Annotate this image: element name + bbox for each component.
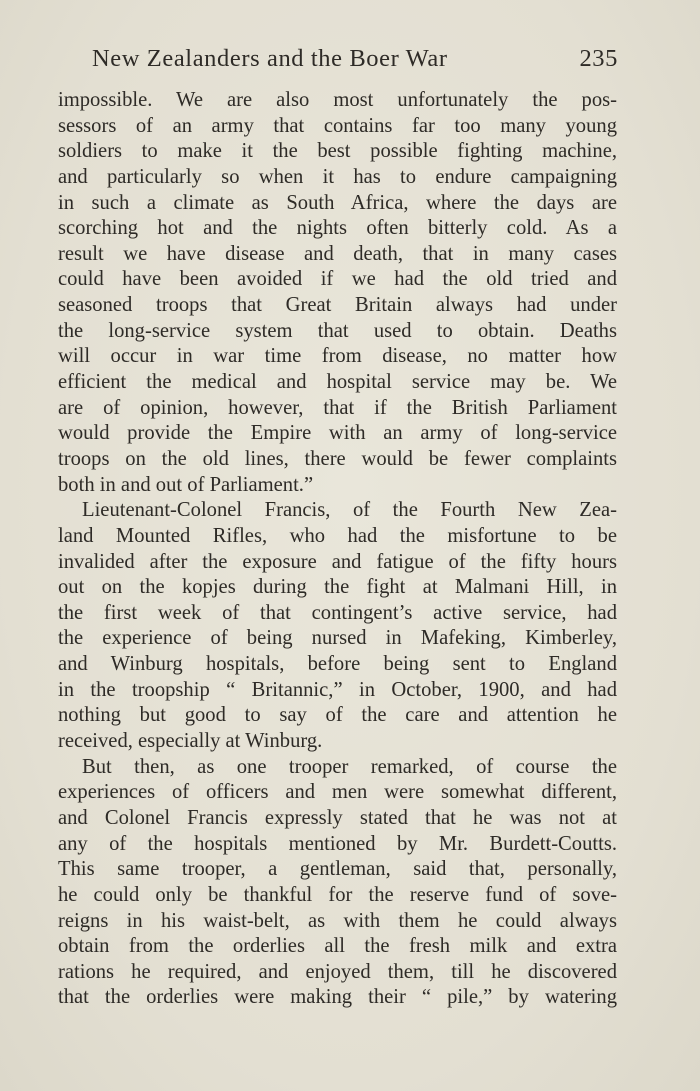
page-number: 235 <box>579 45 618 72</box>
text-line: efficient the medical and hospital service may be. We <box>58 371 617 394</box>
text-line: he could only be thankful for the reserve fund of sove- <box>58 883 617 906</box>
text-line: sessors of an army that contains far too many young <box>58 114 617 137</box>
text-line: troops on the old lines, there would be fewer complaints <box>58 447 617 470</box>
text-line: and particularly so when it has to endure campaigning <box>58 165 617 188</box>
text-line: the experience of being nursed in Mafeking, Kimberley, <box>58 627 617 650</box>
text-line: the first week of that contingent’s active service, had <box>58 601 617 624</box>
text-line: any of the hospitals mentioned by Mr. Burdett-Coutts. <box>58 832 617 855</box>
text-line: reigns in his waist-belt, as with them he could always <box>58 909 617 932</box>
text-line: This same trooper, a gentleman, said that, personally, <box>58 858 617 881</box>
text-line: that the orderlies were making their “ pile,” by watering <box>58 986 617 1009</box>
text-line: are of opinion, however, that if the British Parliament <box>58 396 617 419</box>
text-line: will occur in war time from disease, no matter how <box>58 345 617 368</box>
text-line: received, especially at Winburg. <box>58 730 323 753</box>
body-text <box>58 88 617 1011</box>
text-line: and Colonel Francis expressly stated that he was not at <box>58 806 617 829</box>
text-line: nothing but good to say of the care and attention he <box>58 704 617 727</box>
text-line: and Winburg hospitals, before being sent to England <box>58 653 617 676</box>
text-line: seasoned troops that Great Britain always had under <box>58 294 617 317</box>
text-line: invalided after the exposure and fatigue of the fifty hours <box>58 550 617 573</box>
text-line: rations he required, and enjoyed them, till he discovered <box>58 960 617 983</box>
text-line: result we have disease and death, that in many cases <box>58 242 617 265</box>
running-header <box>58 42 618 76</box>
text-line: soldiers to make it the best possible fighting machine, <box>58 140 617 163</box>
text-line: in the troopship “ Britannic,” in October, 1900, and had <box>58 678 617 701</box>
text-line: obtain from the orderlies all the fresh milk and extra <box>58 935 617 958</box>
text-line: out on the kopjes during the fight at Malmani Hill, in <box>58 576 617 599</box>
text-line: could have been avoided if we had the old tried and <box>58 268 617 291</box>
text-line: in such a climate as South Africa, where the days are <box>58 191 617 214</box>
text-line: Lieutenant-Colonel Francis, of the Fourth New Zea- <box>82 499 617 522</box>
text-line: But then, as one trooper remarked, of course the <box>82 755 617 778</box>
text-line: land Mounted Rifles, who had the misfortune to be <box>58 524 617 547</box>
text-line: impossible. We are also most unfortunately the pos- <box>58 89 617 111</box>
text-line: experiences of officers and men were somewhat different, <box>58 781 617 804</box>
text-line: would provide the Empire with an army of long-service <box>58 422 617 445</box>
text-line: the long-service system that used to obtain. Deaths <box>58 319 617 342</box>
text-line: both in and out of Parliament.” <box>58 473 314 496</box>
chapter-title: New Zealanders and the Boer War <box>92 45 448 72</box>
text-line: scorching hot and the nights often bitterly cold. As a <box>58 217 617 240</box>
